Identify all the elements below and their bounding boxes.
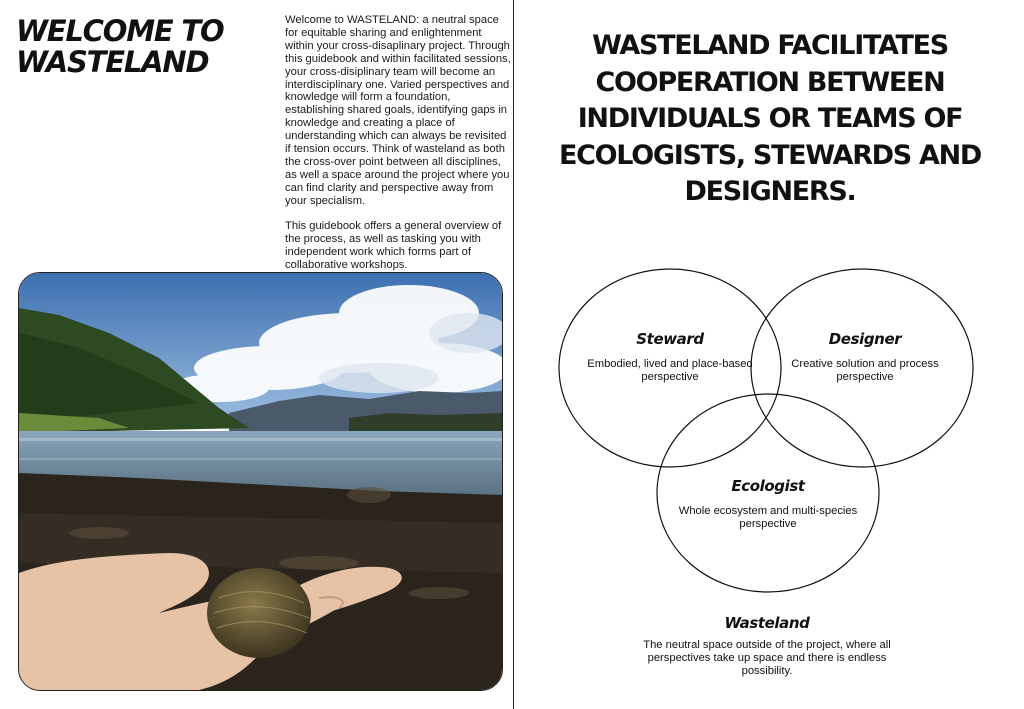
ecologist-label: [678, 477, 858, 531]
headline: WASTELAND FACILITATES COOPERATION BETWEEN INDIVIDUALS OR TEAMS OF ECOLOGISTS, STEWARDS AND DESIGNERS.: [558, 30, 982, 207]
welcome-title-line-1: WELCOME TO: [16, 14, 224, 48]
shore-photo: [18, 272, 503, 691]
designer-name: Designer: [828, 330, 902, 348]
designer-desc: Creative solution and process perspective: [791, 358, 939, 383]
intro-paragraph-1: Welcome to WASTELAND: a neutral space for equitable sharing and enlightenment within your cross-disaplinary project. Through this guidebook and within facilitated sessions, your cross-disiplinary team will become an interdisciplinary one. Varied perspectives and knowledge will form a foundation, establishing shared goals, identifying gaps in knowledge and creating a place of understanding which can always be revisited if tension occurs. Think of wasteland as both the cross-over point between all disciplines, as well a space around the project where you can find clarity and perspective away from your specialism.: [285, 14, 511, 207]
wasteland-name: Wasteland: [724, 614, 810, 632]
wasteland-desc: The neutral space outside of the project, where all perspectives take up space and there is endless possibility.: [643, 639, 891, 677]
welcome-title: [16, 16, 266, 78]
ecologist-desc: Whole ecosystem and multi-species perspective: [678, 505, 858, 530]
ecologist-name: Ecologist: [731, 477, 805, 495]
intro-text: [285, 14, 511, 285]
venn-diagram: [540, 260, 1000, 610]
steward-label: [580, 330, 760, 384]
page-divider: [513, 0, 514, 709]
steward-desc: Embodied, lived and place-based perspective: [587, 358, 753, 383]
designer-label: [775, 330, 955, 384]
steward-name: Steward: [636, 330, 704, 348]
wasteland-label: [640, 614, 894, 678]
welcome-title-line-2: WASTELAND: [16, 45, 209, 79]
shore-photo-illustration: [19, 273, 502, 690]
intro-paragraph-2: This guidebook offers a general overview of the process, as well as tasking you with independent work which forms part of collaborative workshops.: [285, 220, 502, 272]
